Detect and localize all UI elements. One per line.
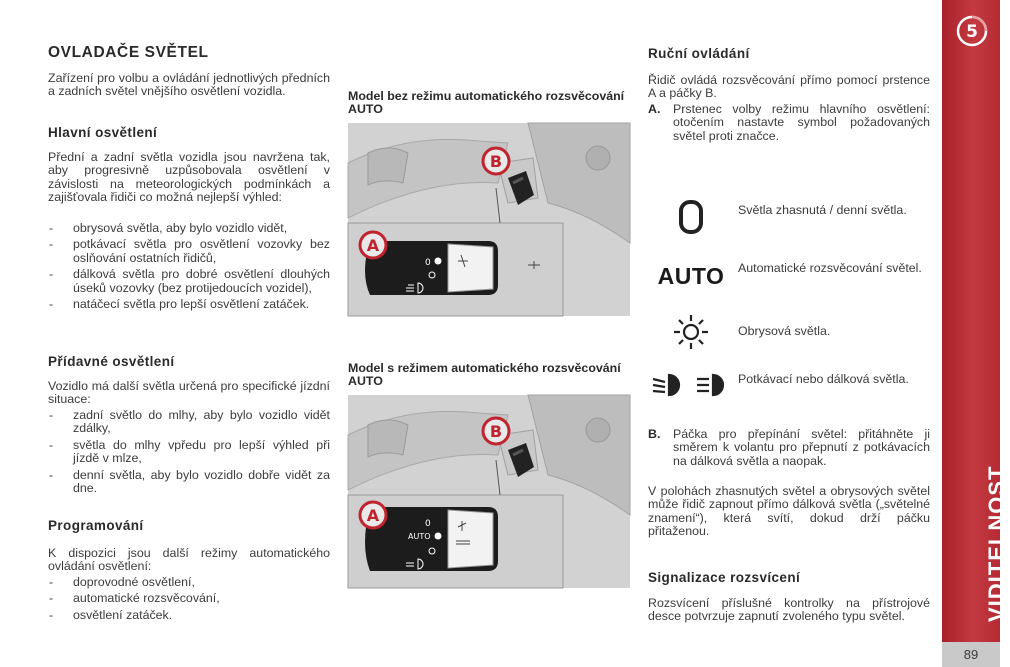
- list-item: - obrysová světla, aby bylo vozidlo vidět,: [48, 222, 330, 235]
- symbol-off-text: Světla zhasnutá / denní světla.: [738, 203, 907, 217]
- programming-text: K dispozici jsou další režimy automatického ovládání osvětlení:: [48, 546, 330, 574]
- extra-lights-list: [48, 409, 330, 498]
- figure-2-callout-a: A: [366, 506, 380, 525]
- auto-label: AUTO: [657, 262, 725, 289]
- programming-heading: Programování: [48, 518, 144, 533]
- symbol-auto-text: Automatické rozsvěcování světel.: [738, 261, 922, 275]
- figure-2-caption: Model s režimem automatického rozsvěcování AUTO: [348, 361, 621, 389]
- programming-list: [48, 576, 330, 625]
- symbol-sidelights-text: Obrysová světla.: [738, 324, 831, 338]
- chapter-title-text: VIDITELNOST: [984, 465, 1009, 622]
- intro-text: Zařízení pro volbu a ovládání jednotlivých předních a zadních světel vnějšího osvětlení vozidla.: [48, 71, 330, 99]
- item-a-text: Prstenec volby režimu hlavního osvětlení: otočením nastavte symbol požadovaných světel proti značce.: [673, 102, 930, 143]
- list-item: - doprovodné osvětlení,: [48, 576, 330, 589]
- main-lights-list: [48, 222, 330, 314]
- page-title: OVLADAČE SVĚTEL: [48, 44, 209, 61]
- item-b: [648, 428, 930, 468]
- list-item: - světla do mlhy vpředu pro lepší výhled při jízdě v mlze,: [48, 439, 330, 466]
- figure-1-caption: Model bez režimu automatického rozsvěcování AUTO: [348, 89, 625, 117]
- symbol-row-headlights: [648, 365, 930, 405]
- symbol-row-off: [648, 197, 930, 237]
- main-lights-text: Přední a zadní světla vozidla jsou navržena tak, aby progresivně uzpůsobovala osvětlení v závislosti na meteorologických podmínkách a zajišťovala řidiči co možná nejlepší výhled:: [48, 150, 330, 205]
- list-item: - dálková světla pro dobré osvětlení dlouhých úseků vozovky (bez protijedoucích vozidel),: [48, 268, 330, 295]
- chapter-number: 5: [966, 22, 978, 42]
- symbol-headlights-text: Potkávací nebo dálková světla.: [738, 372, 909, 386]
- ring-mark-zero: 0: [425, 519, 431, 529]
- list-item: - zadní světlo do mlhy, aby bylo vozidlo vidět zdálky,: [48, 409, 330, 436]
- list-item: - denní světla, aby bylo vozidlo dobře vidět za dne.: [48, 469, 330, 496]
- ring-mark-auto: AUTO: [408, 532, 431, 541]
- symbol-row-auto: [648, 256, 930, 296]
- flash-note-text: V polohách zhasnutých světel a obrysových světel může řidič zapnout přímo dálková světla („světelné znamení“), která svítí, dokud drží páčku přitaženou.: [648, 484, 930, 539]
- figure-2-lighting-stalk-auto: [348, 395, 630, 588]
- headlights-icon: [648, 365, 734, 405]
- list-item: - automatické rozsvěcování,: [48, 592, 330, 605]
- main-lights-heading: Hlavní osvětlení: [48, 125, 158, 140]
- stalk-illustration: [348, 123, 630, 316]
- item-a-key: A.: [648, 102, 661, 116]
- figure-1-callout-a: A: [366, 236, 380, 255]
- chapter-title: [946, 465, 1009, 640]
- page-number-box: [942, 642, 1000, 667]
- extra-lights-heading: Přídavné osvětlení: [48, 354, 175, 369]
- extra-lights-text: Vozidlo má další světla určená pro specifické jízdní situace:: [48, 379, 330, 407]
- stalk-auto-illustration: [348, 395, 630, 588]
- chapter-badge: [955, 14, 989, 48]
- lights-off-icon: [648, 197, 734, 237]
- auto-lights-icon: [648, 256, 734, 296]
- figure-2-callout-b: B: [489, 422, 503, 441]
- list-item: - potkávací světla pro osvětlení vozovky bez oslňování ostatních řidičů,: [48, 238, 330, 265]
- manual-control-heading: Ruční ovládání: [648, 46, 750, 61]
- figure-1-callout-b: B: [489, 152, 503, 171]
- ring-mark-zero: 0: [425, 258, 431, 268]
- list-item: - natáčecí světla pro lepší osvětlení zatáček.: [48, 298, 330, 311]
- symbol-row-sidelights: [648, 312, 930, 352]
- indication-text: Rozsvícení příslušné kontrolky na přístrojové desce potvrzuje zapnutí zvoleného typu světel.: [648, 596, 930, 624]
- list-item: - osvětlení zatáček.: [48, 609, 330, 622]
- manual-control-intro: Řidič ovládá rozsvěcování přímo pomocí prstence A a páčky B.: [648, 73, 930, 101]
- sidelights-icon: [648, 312, 734, 352]
- item-a: [648, 103, 930, 143]
- item-b-key: B.: [648, 427, 661, 441]
- item-b-text: Páčka pro přepínání světel: přitáhněte ji směrem k volantu pro přepnutí z potkávacích na dálková světla a naopak.: [673, 427, 930, 468]
- indication-heading: Signalizace rozsvícení: [648, 570, 801, 585]
- figure-1-lighting-stalk: [348, 123, 630, 316]
- page-number: 89: [963, 647, 979, 662]
